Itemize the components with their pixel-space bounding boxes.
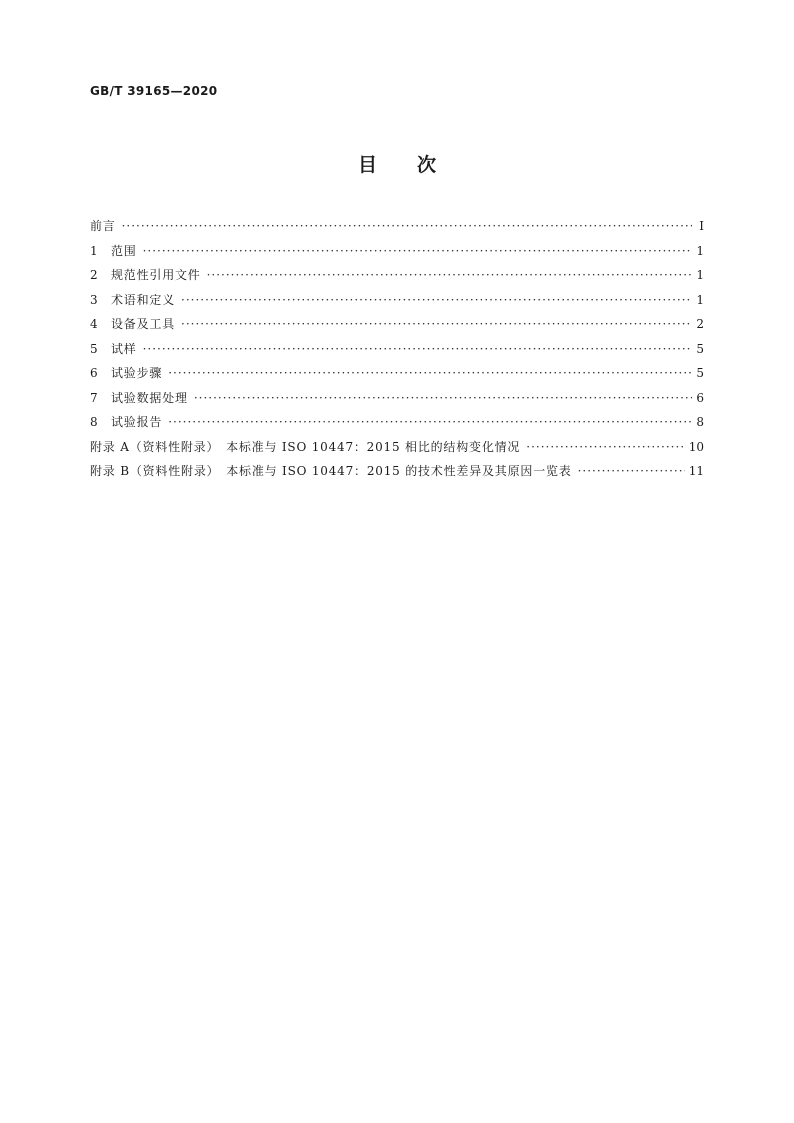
toc-page-number: 8	[696, 415, 704, 429]
toc-leader-dots	[122, 219, 692, 233]
toc-label: 试验数据处理	[111, 390, 188, 405]
toc-leader-dots	[578, 464, 685, 478]
toc-item-specimen[interactable]	[90, 340, 704, 365]
toc-section-number: 7	[90, 390, 98, 405]
toc-label: 术语和定义	[111, 292, 176, 307]
toc-page-number: 11	[688, 464, 704, 478]
standard-number: GB/T 39165—2020	[90, 84, 218, 98]
toc-item-test-report[interactable]	[90, 413, 704, 438]
toc-label: 附录 B（资料性附录） 本标准与 ISO 10447：2015 的技术性差异及其原因一览表	[90, 464, 572, 478]
toc-section-number: 3	[90, 292, 98, 307]
toc-leader-dots	[168, 415, 692, 429]
toc-section-number: 6	[90, 366, 98, 380]
toc-label: 附录 A（资料性附录） 本标准与 ISO 10447：2015 相比的结构变化情况	[90, 439, 521, 454]
toc-page-number: Ⅰ	[699, 219, 704, 233]
toc-leader-dots	[181, 293, 692, 307]
toc-item-annex-a[interactable]	[90, 438, 704, 463]
toc-section-number: 5	[90, 341, 98, 356]
toc-item-normative-references[interactable]	[90, 266, 704, 291]
toc-leader-dots	[207, 268, 692, 282]
toc-page-number: 1	[696, 243, 704, 258]
toc-leader-dots	[168, 366, 692, 380]
toc-section-number: 2	[90, 268, 98, 282]
toc-item-scope[interactable]	[90, 242, 704, 267]
toc-label: 试样	[111, 341, 137, 356]
toc-page-number: 6	[696, 390, 704, 405]
toc-item-foreword[interactable]	[90, 217, 704, 242]
toc-section-number: 1	[90, 243, 98, 258]
toc-item-test-procedure[interactable]	[90, 364, 704, 389]
toc-page-number: 2	[696, 317, 704, 331]
toc-page-number: 5	[696, 341, 704, 356]
toc-leader-dots	[194, 391, 692, 405]
toc-label: 规范性引用文件	[111, 268, 201, 282]
toc-page-number: 1	[696, 268, 704, 282]
toc-label: 前言	[90, 219, 116, 233]
toc-label: 试验步骤	[111, 366, 163, 380]
toc-item-data-processing[interactable]	[90, 389, 704, 414]
toc-item-terms-definitions[interactable]	[90, 291, 704, 316]
toc-page-number: 1	[696, 292, 704, 307]
toc-label: 试验报告	[111, 415, 163, 429]
toc-section-number: 8	[90, 415, 98, 429]
toc-page-number: 10	[688, 439, 704, 454]
page-title: 目次	[357, 154, 476, 176]
toc-section-number: 4	[90, 317, 98, 331]
toc-item-equipment-tools[interactable]	[90, 315, 704, 340]
toc-leader-dots	[143, 342, 692, 356]
toc-leader-dots	[143, 244, 692, 258]
toc-label: 范围	[111, 243, 137, 258]
toc-page-number: 5	[696, 366, 704, 380]
toc-leader-dots	[526, 440, 684, 454]
toc-leader-dots	[181, 317, 692, 331]
table-of-contents	[90, 217, 704, 487]
toc-label: 设备及工具	[111, 317, 176, 331]
toc-item-annex-b[interactable]	[90, 462, 704, 487]
